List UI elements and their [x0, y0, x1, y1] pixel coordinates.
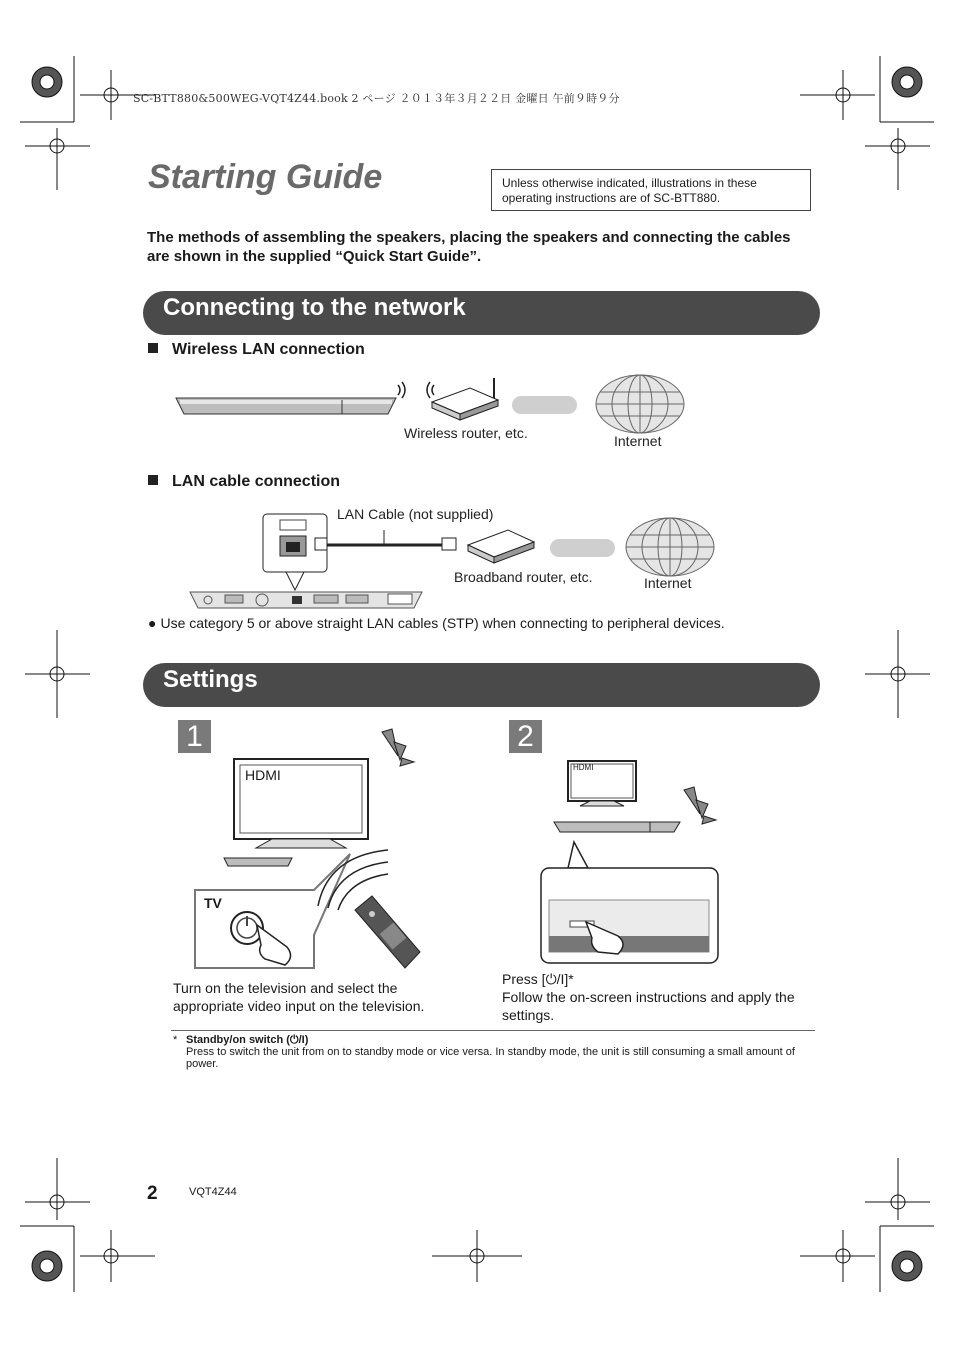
wireless-router-label: Wireless router, etc. [404, 425, 528, 441]
footnote-marker: * [173, 1034, 178, 1046]
step-number-2: 2 [509, 720, 542, 753]
wireless-heading-text: Wireless LAN connection [172, 341, 365, 358]
section-heading-settings: Settings [143, 663, 820, 707]
wireless-internet-label: Internet [614, 433, 662, 449]
print-header: SC-BTT880&500WEG-VQT4Z44.book 2 ページ ２０１３年３月２２日 金曜日 午前９時９分 [133, 92, 620, 105]
footnote [173, 1034, 813, 1070]
player-zoom-callout [541, 842, 718, 963]
illustration-notice: Unless otherwise indicated, illustrations in these operating instructions are of SC-BTT880. [491, 169, 811, 211]
lan-cable-heading-text: LAN cable connection [172, 473, 341, 490]
step1-caption [173, 979, 424, 1015]
step1-caption-line1: Turn on the television and select the [173, 980, 398, 996]
footnote-title: Standby/on switch (⏻/I) [186, 1034, 309, 1046]
step1-caption-line2: appropriate video input on the television. [173, 998, 425, 1014]
document-code: VQT4Z44 [189, 1186, 237, 1198]
lan-internet-label: Internet [644, 575, 692, 591]
step2-caption [502, 970, 795, 1024]
step-number-1: 1 [178, 720, 211, 753]
bullet-icon: ● [148, 615, 157, 631]
lan-cable-note-text: Use category 5 or above straight LAN cables (STP) when connecting to peripheral devices. [160, 615, 725, 631]
intro-text: The methods of assembling the speakers, placing the speakers and connecting the cables are shown in the supplied “Quick Start Guide”. [147, 229, 791, 265]
step2-caption-line2: Follow the on-screen instructions and apply the [502, 989, 795, 1005]
footnote-text: Press to switch the unit from on to standby mode or vice versa. In standby mode, the unit is still consuming a small amount of power. [186, 1046, 795, 1070]
sound-burst-icon [684, 787, 716, 824]
tv-screen-label: HDMI [245, 767, 281, 783]
lan-cable-label: LAN Cable (not supplied) [337, 506, 494, 522]
step2-caption-line3: settings. [502, 1007, 555, 1023]
broadband-router-label: Broadband router, etc. [454, 569, 593, 585]
player-icon [554, 822, 680, 832]
page-title: Starting Guide [148, 158, 383, 196]
step2-caption-line1: Press [⏻/I]* [502, 971, 574, 987]
section-heading-network: Connecting to the network [143, 291, 820, 335]
small-tv-screen-label: HDMI [573, 763, 594, 772]
footnote-divider [171, 1030, 815, 1031]
tv-label: TV [204, 895, 222, 911]
page-number: 2 [147, 1183, 158, 1204]
